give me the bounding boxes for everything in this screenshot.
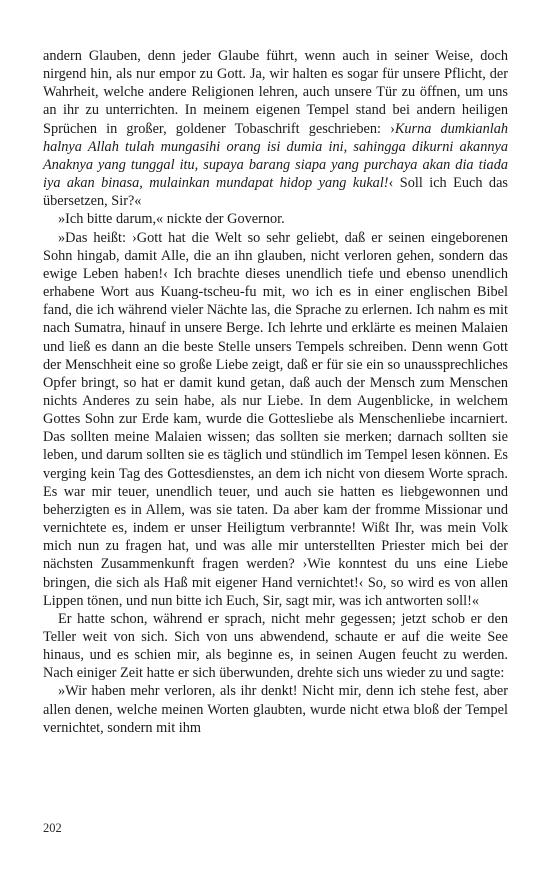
paragraph-1-malay-quote: Kurna dumkianlah halnya Allah tulah mungasihi orang isi dumia ini, sahingga dikurni akannya Anaknya yang tunggal itu, supaya barang siapa yang purchaya akan dia tiada iya akan binasa, mulainkan mundapat hidop yang kukal! xyxy=(43,120,508,192)
paragraph-4 xyxy=(43,610,508,683)
paragraph-3-text: »Das heißt: ›Gott hat die Welt so sehr geliebt, daß er seinen eingeborenen Sohn hingab, damit Alle, die an ihn glauben, nicht verloren gehen, sondern das ewige Leben haben!‹ Ich brachte dieses unendlich tiefe und ebenso unendlich erhabene Wort aus Kuang-tscheu-fu mit, wo ich es in einer englischen Bibel fand, die ich während vieler Nächte las, die Sprache zu erlernen. Ich nahm es mit nach Sumatra, hinauf in unsere Berge. Ich lehrte und erklärte es meinen Malaien und ließ es dann an die beste Stelle unsers Tempels schreiben. Denn wenn Gott der Menschheit eine so große Liebe zeigt, daß er für sie ein so unaussprechliches Opfer bringt, so hat er damit kund getan, daß auch der Mensch zum Menschen nichts Anderes zu sein habe, als nur Liebe. In dem Augenblicke, in welchem Gottes Sohn zur Erde kam, wurde die Gottesliebe als Menschenliebe incarniert. Das sollten meine Malaien wissen; das sollten sie merken; darnach sollten sie leben, und darum sollten sie es täglich und stündlich im Tempel lesen können. Es verging kein Tag des Gottesdienstes, an dem ich nicht von diesem Worte sprach. Es war mir teuer, unendlich teuer, und auch sie hatten es liebgewonnen und beherzigten es in Allem, was sie taten. Da aber kam der fromme Missionar und vernichtete es, indem er unser Heiligtum verbrannte! Wißt Ihr, was mein Volk mich nun zu fragen hat, und was alle mir unterstellten Priester mich bei der nächsten Zusammenkunft fragen werden? ›Wie konntest du uns eine Liebe bringen, die sich als Haß mit eigener Hand vernichtet!‹ So, so wird es von allen Lippen tönen, und nun bitte ich Euch, Sir, sagt mir, was ich antworten soll!« xyxy=(43,229,508,609)
page-body xyxy=(43,47,508,737)
page-number: 202 xyxy=(43,821,62,835)
paragraph-1-text-a: andern Glauben, denn jeder Glaube führt, wenn auch in seiner Weise, doch nirgend hin, als nur empor zu Gott. Ja, wir halten es sogar für unsere Pflicht, der Wahrheit, welche andere Religionen lehren, auch unsere Tür zu öffnen, um uns an ihr zu unterrichten. In meinem eigenen Tempel stand bei andern heiligen Sprüchen in großer, goldener Tobaschrift geschrieben: › xyxy=(43,48,508,137)
paragraph-5 xyxy=(43,682,508,736)
paragraph-1-text-b: ‹ Soll ich Euch das übersetzen, Sir?« xyxy=(43,175,508,210)
paragraph-5-text: »Wir haben mehr verloren, als ihr denkt! Nicht mir, denn ich stehe fest, aber allen denen, welche meinen Worten glaubten, wurde nicht etwa bloß der Tempel vernichtet, sondern mit ihm xyxy=(43,683,508,736)
paragraph-4-text: Er hatte schon, während er sprach, nicht mehr gegessen; jetzt schob er den Teller weit von sich. Sich von uns abwendend, schaute er auf die weite See hinaus, und es schien mir, als beginne es, in seinen Augen feucht zu werden. Nach einiger Zeit hatte er sich überwunden, drehte sich uns wieder zu und sagte: xyxy=(43,610,508,682)
paragraph-2 xyxy=(43,210,508,228)
paragraph-1 xyxy=(43,47,508,210)
paragraph-2-text: »Ich bitte darum,« nickte der Governor. xyxy=(58,211,285,228)
paragraph-3 xyxy=(43,229,508,610)
